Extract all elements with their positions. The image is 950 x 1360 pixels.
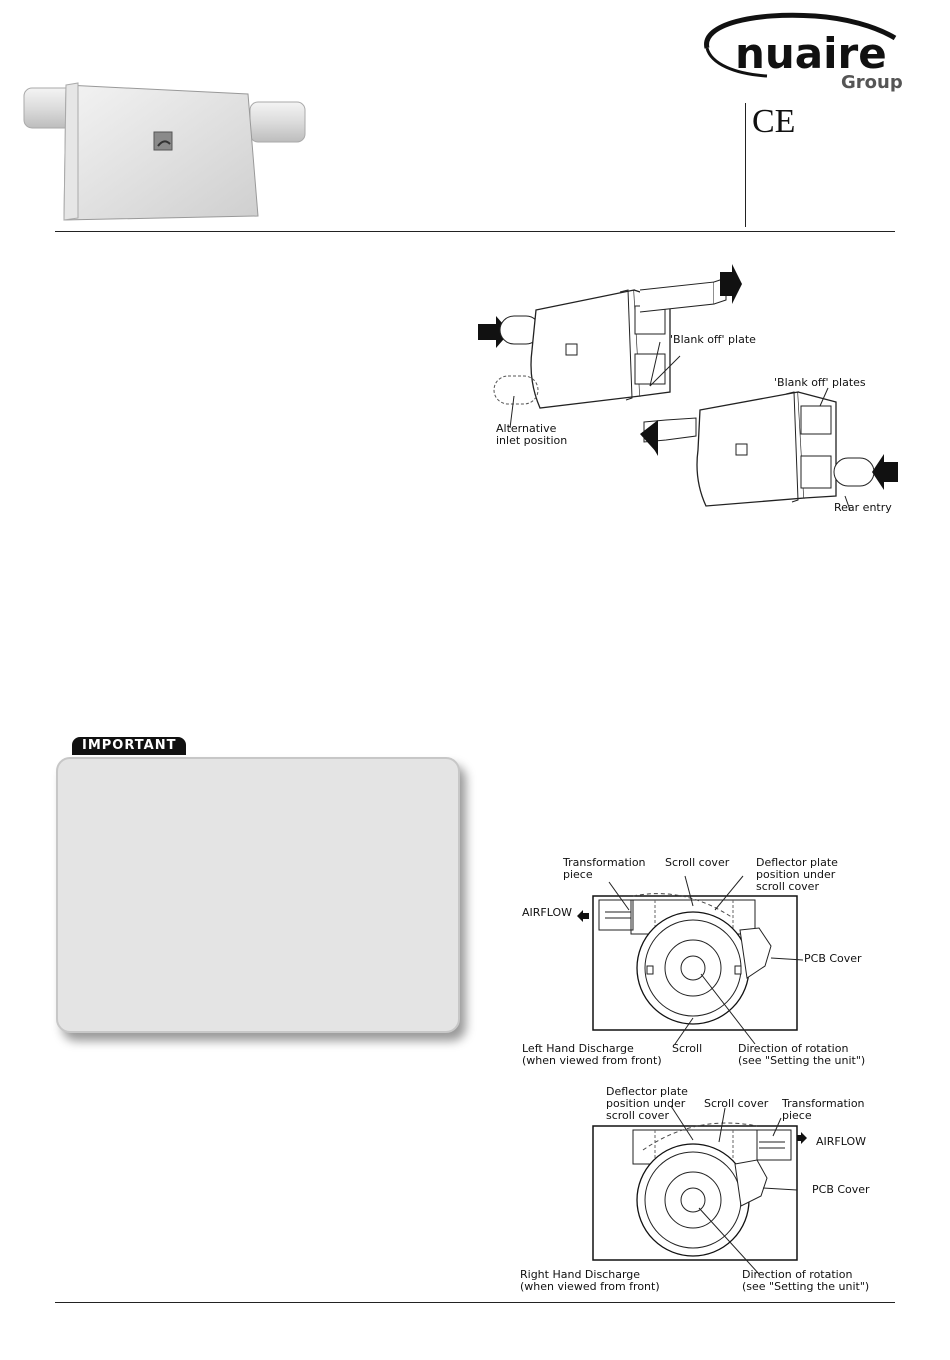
lh-deflector-label-1: Deflector plate bbox=[756, 856, 838, 869]
header-rule bbox=[55, 231, 895, 232]
rh-transformation-piece-label-2: piece bbox=[782, 1109, 812, 1122]
ce-mark: CE bbox=[752, 103, 796, 140]
logo-group-text: Group bbox=[841, 72, 903, 93]
important-notice-box bbox=[56, 757, 460, 1033]
lh-pcb-cover-label: PCB Cover bbox=[804, 952, 862, 965]
rh-airflow-label: AIRFLOW bbox=[816, 1135, 867, 1148]
rh-scroll-cover-label: Scroll cover bbox=[704, 1097, 769, 1110]
alternative-inlet-label-2: inlet position bbox=[496, 434, 568, 447]
lh-transformation-piece-label-1: Transformation bbox=[563, 856, 646, 869]
blank-off-plate-label: 'Blank off' plate bbox=[670, 333, 756, 346]
lh-rotation-label-2: (see "Setting the unit") bbox=[738, 1054, 866, 1067]
logo-brand-text: nuaire bbox=[735, 29, 887, 78]
important-badge: IMPORTANT bbox=[72, 737, 186, 755]
alternative-inlet-label-1: Alternative bbox=[496, 422, 557, 435]
rh-deflector-label-3: scroll cover bbox=[606, 1109, 669, 1122]
lh-rotation-label-1: Direction of rotation bbox=[738, 1042, 849, 1055]
rear-entry-label: Rear entry bbox=[834, 501, 892, 514]
rh-transformation-piece-label-1: Transformation bbox=[782, 1097, 865, 1110]
lh-transformation-piece-label-2: piece bbox=[563, 868, 593, 881]
lh-scroll-label: Scroll bbox=[672, 1042, 703, 1055]
rh-caption-1: Right Hand Discharge bbox=[520, 1268, 641, 1281]
installation-figure bbox=[470, 260, 910, 520]
rh-caption-2: (when viewed from front) bbox=[520, 1280, 660, 1293]
rh-rotation-label-2: (see "Setting the unit") bbox=[742, 1280, 870, 1293]
rh-rotation-label-1: Direction of rotation bbox=[742, 1268, 853, 1281]
nuaire-logo bbox=[695, 10, 915, 95]
rh-deflector-label-1: Deflector plate bbox=[606, 1085, 688, 1098]
vertical-rule bbox=[745, 103, 746, 227]
rh-deflector-label-2: position under bbox=[606, 1097, 686, 1110]
lh-caption-1: Left Hand Discharge bbox=[522, 1042, 634, 1055]
lh-airflow-label: AIRFLOW bbox=[522, 906, 573, 919]
rh-pcb-cover-label: PCB Cover bbox=[812, 1183, 870, 1196]
lh-deflector-label-3: scroll cover bbox=[756, 880, 819, 893]
footer-rule bbox=[55, 1302, 895, 1303]
lh-deflector-label-2: position under bbox=[756, 868, 836, 881]
lh-caption-2: (when viewed from front) bbox=[522, 1054, 662, 1067]
blank-off-plates-label: 'Blank off' plates bbox=[774, 376, 866, 389]
product-photo bbox=[22, 80, 307, 225]
lh-scroll-cover-label: Scroll cover bbox=[665, 856, 730, 869]
